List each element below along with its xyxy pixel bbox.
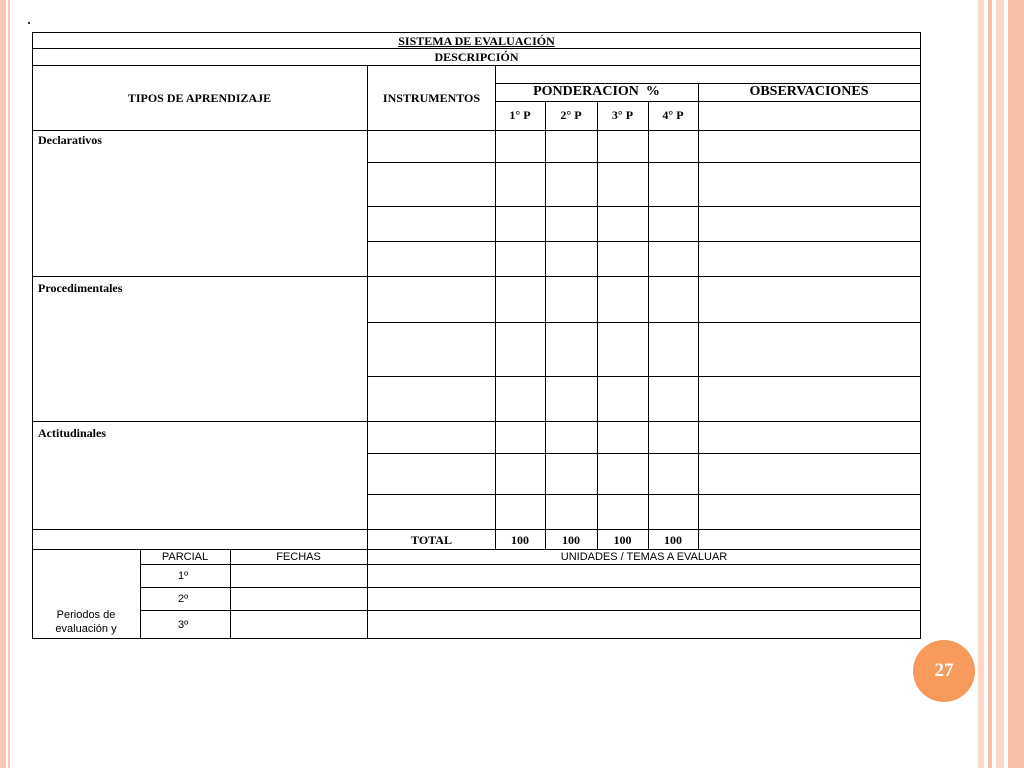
total-label: TOTAL bbox=[411, 533, 452, 547]
parcial-row-1: 1º bbox=[178, 570, 189, 582]
total-value-2: 100 bbox=[562, 533, 580, 547]
header-parcial: PARCIAL bbox=[161, 551, 209, 563]
parcial-row-2: 2º bbox=[178, 593, 189, 605]
header-period-2: 2° P bbox=[560, 108, 582, 122]
right-border-decoration bbox=[1008, 0, 1024, 768]
left-border-decoration bbox=[0, 0, 6, 768]
header-ponderacion: PONDERACION % bbox=[533, 84, 660, 99]
header-unidades-temas: UNIDADES / TEMAS A EVALUAR bbox=[560, 551, 728, 563]
header-period-1: 1° P bbox=[509, 108, 531, 122]
table-title: SISTEMA DE EVALUACIÓN bbox=[398, 34, 555, 48]
periodos-label-line1: Periodos de bbox=[56, 609, 116, 621]
left-border-line bbox=[8, 0, 10, 768]
right-border-decoration bbox=[988, 0, 992, 768]
header-period-3: 3° P bbox=[611, 108, 634, 122]
category-actitudinales: Actitudinales bbox=[38, 426, 107, 440]
category-procedimentales: Procedimentales bbox=[38, 281, 123, 295]
header-fechas: FECHAS bbox=[276, 551, 321, 563]
header-observaciones: OBSERVACIONES bbox=[749, 84, 869, 99]
right-border-decoration bbox=[978, 0, 984, 768]
category-declarativos: Declarativos bbox=[38, 133, 102, 147]
page-number-badge: 27 bbox=[913, 640, 975, 702]
total-value-1: 100 bbox=[511, 533, 529, 547]
header-tipos-aprendizaje: TIPOS DE APRENDIZAJE bbox=[127, 91, 272, 105]
parcial-row-3: 3º bbox=[178, 619, 189, 631]
header-period-4: 4° P bbox=[662, 108, 684, 122]
right-border-decoration bbox=[996, 0, 1004, 768]
periodos-label-line2: evaluación y bbox=[55, 623, 117, 635]
header-instrumentos: INSTRUMENTOS bbox=[382, 91, 481, 105]
stray-dot bbox=[28, 22, 30, 24]
total-value-4: 100 bbox=[664, 533, 682, 547]
table-subtitle: DESCRIPCIÓN bbox=[434, 50, 519, 64]
total-value-3: 100 bbox=[613, 533, 632, 547]
